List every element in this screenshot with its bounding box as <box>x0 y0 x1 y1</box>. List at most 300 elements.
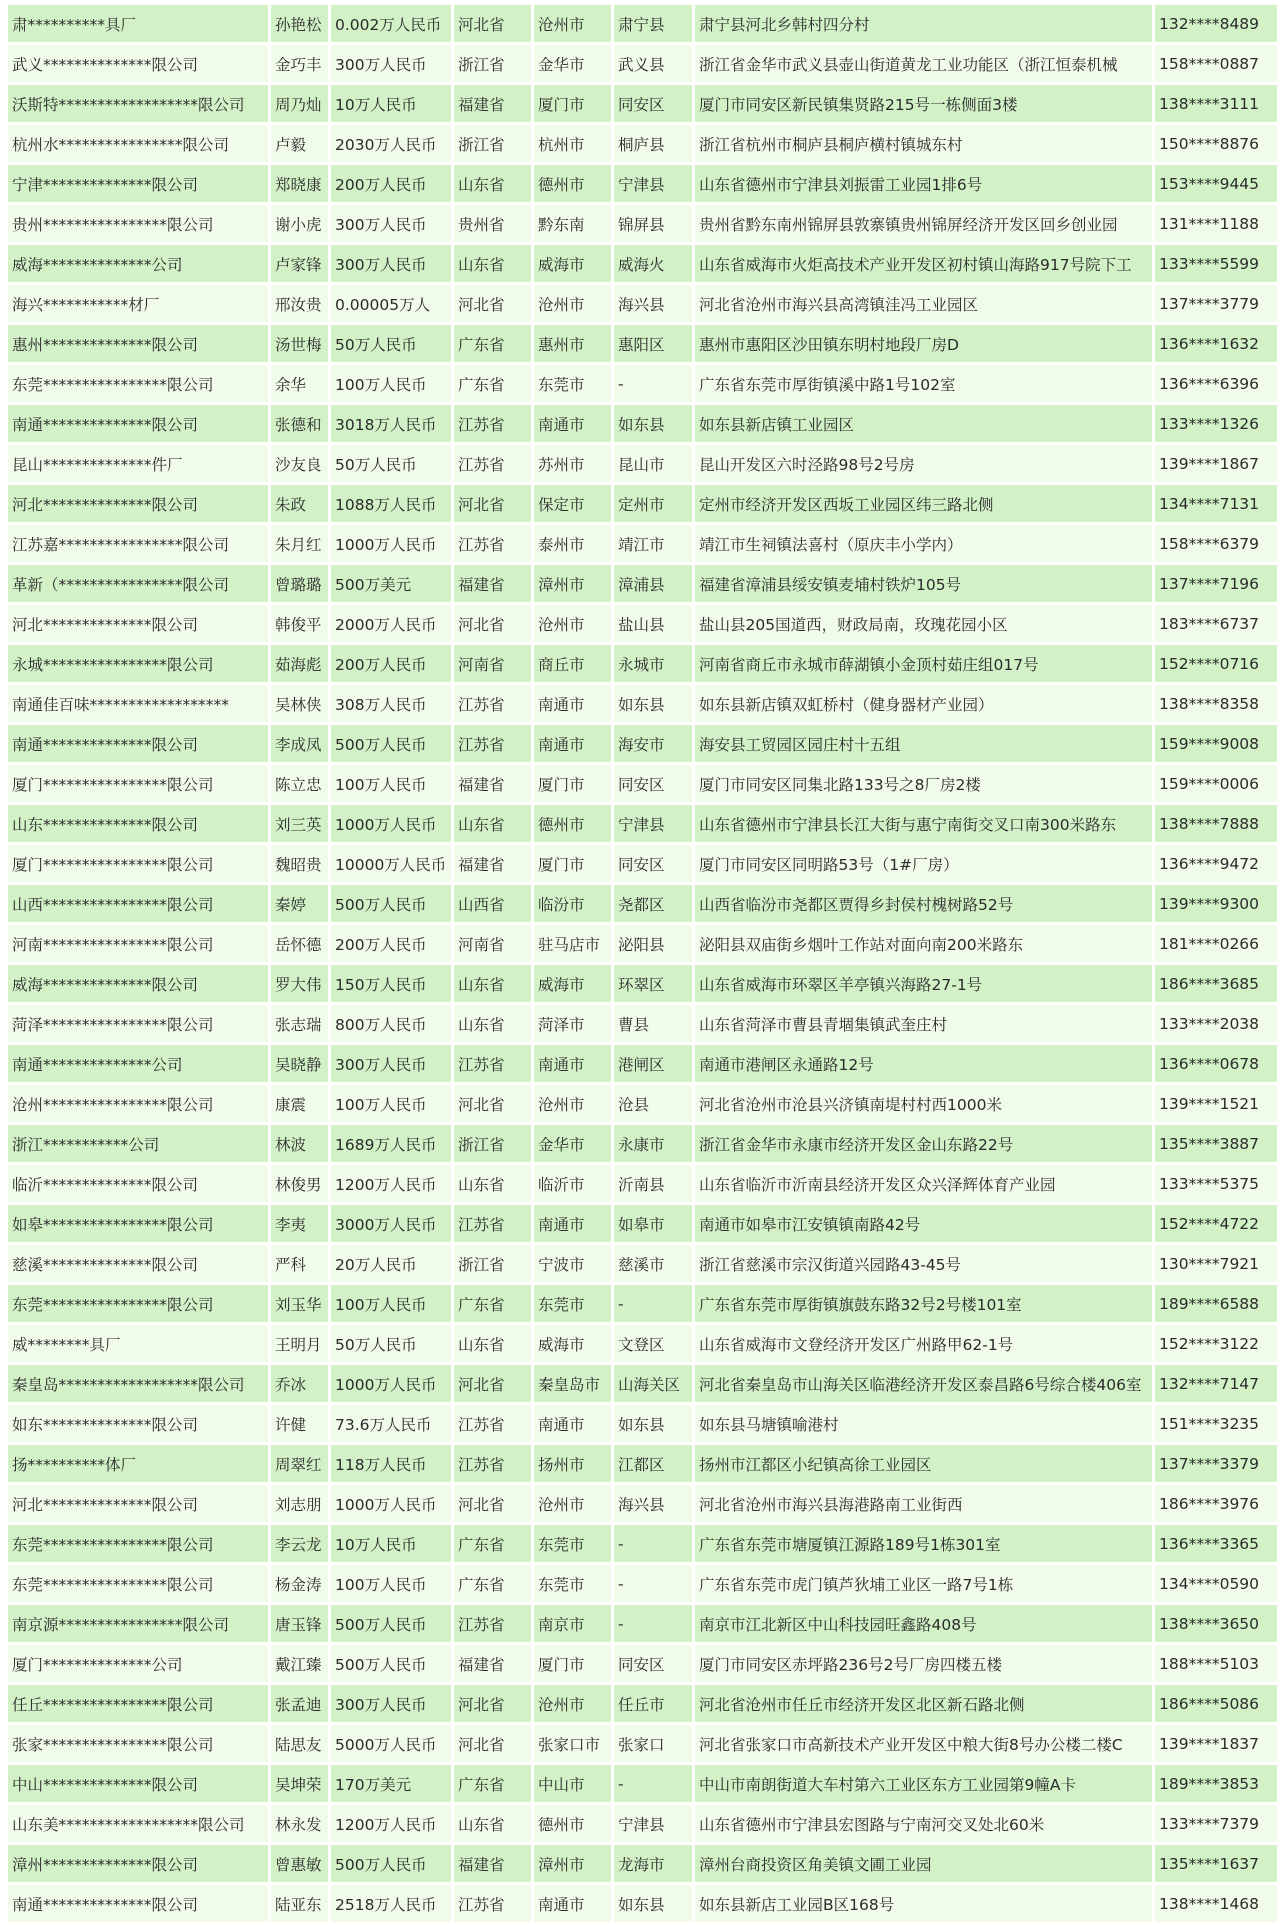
phone-cell: 133****2038 <box>1155 1005 1277 1042</box>
company-name-cell: 江苏嘉****************限公司 <box>8 525 268 562</box>
table-row <box>8 965 1277 1002</box>
contact-name-cell: 余华 <box>271 365 328 402</box>
province-cell: 浙江省 <box>454 1245 531 1282</box>
province-cell: 广东省 <box>454 1565 531 1602</box>
company-name-cell: 永城****************限公司 <box>8 645 268 682</box>
city-cell: 秦皇岛市 <box>534 1365 611 1402</box>
registered-capital-cell: 10000万人民币 <box>331 845 451 882</box>
city-cell: 东莞市 <box>534 1525 611 1562</box>
city-cell: 威海市 <box>534 1325 611 1362</box>
province-cell: 河北省 <box>454 1685 531 1722</box>
phone-cell: 186****3976 <box>1155 1485 1277 1522</box>
address-cell: 河北省沧州市海兴县海港路南工业街西 <box>695 1485 1152 1522</box>
city-cell: 黔东南 <box>534 205 611 242</box>
district-cell: 永城市 <box>614 645 692 682</box>
city-cell: 漳州市 <box>534 1845 611 1882</box>
table-row <box>8 1805 1277 1842</box>
company-name-cell: 海兴***********材厂 <box>8 285 268 322</box>
district-cell: 盐山县 <box>614 605 692 642</box>
district-cell: 永康市 <box>614 1125 692 1162</box>
address-cell: 浙江省慈溪市宗汉街道兴园路43-45号 <box>695 1245 1152 1282</box>
city-cell: 德州市 <box>534 165 611 202</box>
contact-name-cell: 邢汝贵 <box>271 285 328 322</box>
registered-capital-cell: 100万人民币 <box>331 365 451 402</box>
registered-capital-cell: 10万人民币 <box>331 1525 451 1562</box>
address-cell: 惠州市惠阳区沙田镇东明村地段厂房D <box>695 325 1152 362</box>
phone-cell: 136****6396 <box>1155 365 1277 402</box>
address-cell: 河南省商丘市永城市薛湖镇小金顶村茹庄组017号 <box>695 645 1152 682</box>
contact-name-cell: 汤世梅 <box>271 325 328 362</box>
table-row <box>8 1645 1277 1682</box>
district-cell: 同安区 <box>614 845 692 882</box>
contact-name-cell: 刘三英 <box>271 805 328 842</box>
contact-name-cell: 李云龙 <box>271 1525 328 1562</box>
registered-capital-cell: 50万人民币 <box>331 445 451 482</box>
district-cell: 靖江市 <box>614 525 692 562</box>
contact-name-cell: 金巧丰 <box>271 45 328 82</box>
district-cell: 同安区 <box>614 765 692 802</box>
phone-cell: 132****8489 <box>1155 5 1277 42</box>
registered-capital-cell: 300万人民币 <box>331 1045 451 1082</box>
district-cell: 如皋市 <box>614 1205 692 1242</box>
company-name-cell: 南通**************限公司 <box>8 725 268 762</box>
table-row <box>8 1245 1277 1282</box>
province-cell: 福建省 <box>454 565 531 602</box>
registered-capital-cell: 10万人民币 <box>331 85 451 122</box>
city-cell: 苏州市 <box>534 445 611 482</box>
company-name-cell: 肃**********具厂 <box>8 5 268 42</box>
contact-name-cell: 严科 <box>271 1245 328 1282</box>
company-name-cell: 漳州**************限公司 <box>8 1845 268 1882</box>
registered-capital-cell: 1689万人民币 <box>331 1125 451 1162</box>
contact-name-cell: 林波 <box>271 1125 328 1162</box>
address-cell: 厦门市同安区同明路53号（1#厂房） <box>695 845 1152 882</box>
address-cell: 如东县马塘镇喻港村 <box>695 1405 1152 1442</box>
address-cell: 南通市港闸区永通路12号 <box>695 1045 1152 1082</box>
district-cell: 定州市 <box>614 485 692 522</box>
province-cell: 河北省 <box>454 1365 531 1402</box>
company-name-cell: 革新（****************限公司 <box>8 565 268 602</box>
phone-cell: 130****7921 <box>1155 1245 1277 1282</box>
address-cell: 厦门市同安区新民镇集贤路215号一栋侧面3楼 <box>695 85 1152 122</box>
province-cell: 福建省 <box>454 845 531 882</box>
province-cell: 河北省 <box>454 485 531 522</box>
phone-cell: 135****1637 <box>1155 1845 1277 1882</box>
city-cell: 威海市 <box>534 965 611 1002</box>
contact-name-cell: 陈立忠 <box>271 765 328 802</box>
phone-cell: 183****6737 <box>1155 605 1277 642</box>
city-cell: 沧州市 <box>534 285 611 322</box>
address-cell: 浙江省金华市永康市经济开发区金山东路22号 <box>695 1125 1152 1162</box>
table-row <box>8 1605 1277 1642</box>
address-cell: 广东省东莞市塘厦镇江源路189号1栋301室 <box>695 1525 1152 1562</box>
district-cell: 慈溪市 <box>614 1245 692 1282</box>
company-name-cell: 山东**************限公司 <box>8 805 268 842</box>
district-cell: - <box>614 1525 692 1562</box>
district-cell: 沧县 <box>614 1085 692 1122</box>
company-name-cell: 山西****************限公司 <box>8 885 268 922</box>
province-cell: 江苏省 <box>454 725 531 762</box>
company-name-cell: 惠州**************限公司 <box>8 325 268 362</box>
district-cell: 曹县 <box>614 1005 692 1042</box>
table-row <box>8 245 1277 282</box>
phone-cell: 135****3887 <box>1155 1125 1277 1162</box>
contact-name-cell: 曾惠敏 <box>271 1845 328 1882</box>
registered-capital-cell: 50万人民币 <box>331 325 451 362</box>
address-cell: 如东县新店工业园B区168号 <box>695 1885 1152 1922</box>
registered-capital-cell: 300万人民币 <box>331 1685 451 1722</box>
district-cell: - <box>614 1765 692 1802</box>
phone-cell: 139****9300 <box>1155 885 1277 922</box>
contact-name-cell: 吴坤荣 <box>271 1765 328 1802</box>
table-row <box>8 805 1277 842</box>
table-body <box>8 5 1277 1922</box>
city-cell: 临汾市 <box>534 885 611 922</box>
address-cell: 泌阳县双庙街乡烟叶工作站对面向南200米路东 <box>695 925 1152 962</box>
table-row <box>8 565 1277 602</box>
company-name-cell: 河北**************限公司 <box>8 1485 268 1522</box>
registered-capital-cell: 1000万人民币 <box>331 1365 451 1402</box>
phone-cell: 189****3853 <box>1155 1765 1277 1802</box>
phone-cell: 133****5375 <box>1155 1165 1277 1202</box>
city-cell: 杭州市 <box>534 125 611 162</box>
company-name-cell: 厦门****************限公司 <box>8 765 268 802</box>
phone-cell: 153****9445 <box>1155 165 1277 202</box>
company-name-cell: 东莞****************限公司 <box>8 1285 268 1322</box>
contact-name-cell: 李夷 <box>271 1205 328 1242</box>
contact-name-cell: 秦婷 <box>271 885 328 922</box>
contact-name-cell: 罗大伟 <box>271 965 328 1002</box>
company-name-cell: 南通**************限公司 <box>8 405 268 442</box>
company-name-cell: 南通**************公司 <box>8 1045 268 1082</box>
district-cell: 港闸区 <box>614 1045 692 1082</box>
province-cell: 江苏省 <box>454 1045 531 1082</box>
table-row <box>8 685 1277 722</box>
company-name-cell: 威********具厂 <box>8 1325 268 1362</box>
address-cell: 河北省沧州市沧县兴济镇南堤村村西1000米 <box>695 1085 1152 1122</box>
city-cell: 德州市 <box>534 805 611 842</box>
district-cell: 文登区 <box>614 1325 692 1362</box>
contact-name-cell: 张孟迪 <box>271 1685 328 1722</box>
province-cell: 浙江省 <box>454 125 531 162</box>
table-row <box>8 45 1277 82</box>
district-cell: 任丘市 <box>614 1685 692 1722</box>
registered-capital-cell: 500万人民币 <box>331 1645 451 1682</box>
table-row <box>8 1125 1277 1162</box>
contact-name-cell: 魏昭贵 <box>271 845 328 882</box>
contact-name-cell: 林俊男 <box>271 1165 328 1202</box>
table-row <box>8 485 1277 522</box>
city-cell: 东莞市 <box>534 365 611 402</box>
contact-name-cell: 曾璐璐 <box>271 565 328 602</box>
registered-capital-cell: 0.002万人民币 <box>331 5 451 42</box>
registered-capital-cell: 2518万人民币 <box>331 1885 451 1922</box>
registered-capital-cell: 1200万人民币 <box>331 1805 451 1842</box>
phone-cell: 136****0678 <box>1155 1045 1277 1082</box>
district-cell: 环翠区 <box>614 965 692 1002</box>
city-cell: 南京市 <box>534 1605 611 1642</box>
address-cell: 漳州台商投资区角美镇文圃工业园 <box>695 1845 1152 1882</box>
district-cell: 尧都区 <box>614 885 692 922</box>
table-row <box>8 165 1277 202</box>
contact-name-cell: 谢小虎 <box>271 205 328 242</box>
table-row <box>8 285 1277 322</box>
district-cell: 海兴县 <box>614 285 692 322</box>
registered-capital-cell: 300万人民币 <box>331 205 451 242</box>
company-table <box>5 2 1280 1925</box>
contact-name-cell: 卢家锋 <box>271 245 328 282</box>
table-row <box>8 1725 1277 1762</box>
city-cell: 南通市 <box>534 1205 611 1242</box>
city-cell: 南通市 <box>534 405 611 442</box>
company-name-cell: 威海**************公司 <box>8 245 268 282</box>
district-cell: - <box>614 1285 692 1322</box>
city-cell: 驻马店市 <box>534 925 611 962</box>
address-cell: 山东省威海市文登经济开发区广州路甲62-1号 <box>695 1325 1152 1362</box>
registered-capital-cell: 150万人民币 <box>331 965 451 1002</box>
city-cell: 扬州市 <box>534 1445 611 1482</box>
address-cell: 河北省沧州市任丘市经济开发区北区新石路北侧 <box>695 1685 1152 1722</box>
district-cell: 桐庐县 <box>614 125 692 162</box>
province-cell: 江苏省 <box>454 525 531 562</box>
contact-name-cell: 茹海彪 <box>271 645 328 682</box>
province-cell: 山东省 <box>454 805 531 842</box>
table-row <box>8 885 1277 922</box>
phone-cell: 138****8358 <box>1155 685 1277 722</box>
company-name-cell: 河南****************限公司 <box>8 925 268 962</box>
company-name-cell: 河北**************限公司 <box>8 605 268 642</box>
company-name-cell: 扬**********体厂 <box>8 1445 268 1482</box>
province-cell: 河北省 <box>454 1725 531 1762</box>
province-cell: 江苏省 <box>454 1205 531 1242</box>
city-cell: 南通市 <box>534 1045 611 1082</box>
district-cell: 同安区 <box>614 85 692 122</box>
company-name-cell: 中山**************限公司 <box>8 1765 268 1802</box>
province-cell: 江苏省 <box>454 1405 531 1442</box>
registered-capital-cell: 1000万人民币 <box>331 525 451 562</box>
city-cell: 东莞市 <box>534 1565 611 1602</box>
address-cell: 南通市如皋市江安镇镇南路42号 <box>695 1205 1152 1242</box>
district-cell: 如东县 <box>614 685 692 722</box>
registered-capital-cell: 500万人民币 <box>331 885 451 922</box>
phone-cell: 138****3650 <box>1155 1605 1277 1642</box>
phone-cell: 136****3365 <box>1155 1525 1277 1562</box>
province-cell: 江苏省 <box>454 1885 531 1922</box>
table-row <box>8 1445 1277 1482</box>
company-name-cell: 南通**************限公司 <box>8 1885 268 1922</box>
company-name-cell: 威海**************限公司 <box>8 965 268 1002</box>
province-cell: 山西省 <box>454 885 531 922</box>
phone-cell: 138****7888 <box>1155 805 1277 842</box>
company-name-cell: 东莞****************限公司 <box>8 1525 268 1562</box>
contact-name-cell: 刘玉华 <box>271 1285 328 1322</box>
registered-capital-cell: 300万人民币 <box>331 45 451 82</box>
district-cell: 张家口 <box>614 1725 692 1762</box>
phone-cell: 158****6379 <box>1155 525 1277 562</box>
address-cell: 福建省漳浦县绥安镇麦埔村铁炉105号 <box>695 565 1152 602</box>
address-cell: 盐山县205国道西，财政局南，玫瑰花园小区 <box>695 605 1152 642</box>
province-cell: 河南省 <box>454 925 531 962</box>
contact-name-cell: 刘志朋 <box>271 1485 328 1522</box>
registered-capital-cell: 100万人民币 <box>331 765 451 802</box>
phone-cell: 133****7379 <box>1155 1805 1277 1842</box>
phone-cell: 186****3685 <box>1155 965 1277 1002</box>
table-row <box>8 1285 1277 1322</box>
province-cell: 河北省 <box>454 1485 531 1522</box>
phone-cell: 134****0590 <box>1155 1565 1277 1602</box>
province-cell: 浙江省 <box>454 45 531 82</box>
city-cell: 威海市 <box>534 245 611 282</box>
table-row <box>8 1405 1277 1442</box>
district-cell: 宁津县 <box>614 1805 692 1842</box>
table-row <box>8 1045 1277 1082</box>
company-name-cell: 厦门**************公司 <box>8 1645 268 1682</box>
province-cell: 山东省 <box>454 165 531 202</box>
province-cell: 广东省 <box>454 325 531 362</box>
table-row <box>8 1845 1277 1882</box>
address-cell: 如东县新店镇工业园区 <box>695 405 1152 442</box>
contact-name-cell: 康震 <box>271 1085 328 1122</box>
contact-name-cell: 孙艳松 <box>271 5 328 42</box>
district-cell: 宁津县 <box>614 805 692 842</box>
address-cell: 山东省威海市环翠区羊亭镇兴海路27-1号 <box>695 965 1152 1002</box>
address-cell: 浙江省金华市武义县壶山街道黄龙工业功能区（浙江恒泰机械 <box>695 45 1152 82</box>
contact-name-cell: 郑晓康 <box>271 165 328 202</box>
phone-cell: 152****3122 <box>1155 1325 1277 1362</box>
contact-name-cell: 李成凤 <box>271 725 328 762</box>
table-row <box>8 1685 1277 1722</box>
address-cell: 河北省秦皇岛市山海关区临港经济开发区泰昌路6号综合楼406室 <box>695 1365 1152 1402</box>
contact-name-cell: 沙友良 <box>271 445 328 482</box>
address-cell: 广东省东莞市厚街镇旗鼓东路32号2号楼101室 <box>695 1285 1152 1322</box>
company-name-cell: 河北**************限公司 <box>8 485 268 522</box>
city-cell: 金华市 <box>534 45 611 82</box>
phone-cell: 132****7147 <box>1155 1365 1277 1402</box>
district-cell: 海兴县 <box>614 1485 692 1522</box>
contact-name-cell: 吴晓静 <box>271 1045 328 1082</box>
city-cell: 南通市 <box>534 685 611 722</box>
district-cell: 山海关区 <box>614 1365 692 1402</box>
address-cell: 定州市经济开发区西坂工业园区纬三路北侧 <box>695 485 1152 522</box>
province-cell: 广东省 <box>454 1525 531 1562</box>
address-cell: 厦门市同安区同集北路133号之8厂房2楼 <box>695 765 1152 802</box>
registered-capital-cell: 800万人民币 <box>331 1005 451 1042</box>
address-cell: 扬州市江都区小纪镇高徐工业园区 <box>695 1445 1152 1482</box>
address-cell: 广东省东莞市厚街镇溪中路1号102室 <box>695 365 1152 402</box>
phone-cell: 159****9008 <box>1155 725 1277 762</box>
district-cell: 江都区 <box>614 1445 692 1482</box>
city-cell: 张家口市 <box>534 1725 611 1762</box>
city-cell: 临沂市 <box>534 1165 611 1202</box>
contact-name-cell: 杨金涛 <box>271 1565 328 1602</box>
address-cell: 山西省临汾市尧都区贾得乡封侯村槐树路52号 <box>695 885 1152 922</box>
registered-capital-cell: 300万人民币 <box>331 245 451 282</box>
table-row <box>8 205 1277 242</box>
contact-name-cell: 周翠红 <box>271 1445 328 1482</box>
company-name-cell: 慈溪**************限公司 <box>8 1245 268 1282</box>
company-name-cell: 宁津**************限公司 <box>8 165 268 202</box>
company-name-cell: 如东**************限公司 <box>8 1405 268 1442</box>
district-cell: 昆山市 <box>614 445 692 482</box>
table-row <box>8 1765 1277 1802</box>
table-row <box>8 445 1277 482</box>
registered-capital-cell: 500万人民币 <box>331 1845 451 1882</box>
district-cell: 龙海市 <box>614 1845 692 1882</box>
table-row <box>8 925 1277 962</box>
province-cell: 福建省 <box>454 85 531 122</box>
city-cell: 沧州市 <box>534 5 611 42</box>
district-cell: 惠阳区 <box>614 325 692 362</box>
city-cell: 宁波市 <box>534 1245 611 1282</box>
province-cell: 河北省 <box>454 5 531 42</box>
phone-cell: 137****3779 <box>1155 285 1277 322</box>
province-cell: 山东省 <box>454 1805 531 1842</box>
address-cell: 山东省威海市火炬高技术产业开发区初村镇山海路917号院下工 <box>695 245 1152 282</box>
registered-capital-cell: 500万美元 <box>331 565 451 602</box>
city-cell: 南通市 <box>534 725 611 762</box>
address-cell: 山东省菏泽市曹县青堌集镇武奎庄村 <box>695 1005 1152 1042</box>
registered-capital-cell: 200万人民币 <box>331 165 451 202</box>
registered-capital-cell: 100万人民币 <box>331 1085 451 1122</box>
district-cell: 如东县 <box>614 1885 692 1922</box>
company-name-cell: 沧州****************限公司 <box>8 1085 268 1122</box>
province-cell: 浙江省 <box>454 1125 531 1162</box>
phone-cell: 159****0006 <box>1155 765 1277 802</box>
phone-cell: 189****6588 <box>1155 1285 1277 1322</box>
city-cell: 菏泽市 <box>534 1005 611 1042</box>
phone-cell: 133****1326 <box>1155 405 1277 442</box>
address-cell: 海安县工贸园区园庄村十五组 <box>695 725 1152 762</box>
table-row <box>8 1205 1277 1242</box>
district-cell: 武义县 <box>614 45 692 82</box>
contact-name-cell: 张德和 <box>271 405 328 442</box>
district-cell: 沂南县 <box>614 1165 692 1202</box>
district-cell: 肃宁县 <box>614 5 692 42</box>
table-row <box>8 525 1277 562</box>
province-cell: 广东省 <box>454 365 531 402</box>
registered-capital-cell: 73.6万人民币 <box>331 1405 451 1442</box>
contact-name-cell: 陆思友 <box>271 1725 328 1762</box>
city-cell: 泰州市 <box>534 525 611 562</box>
contact-name-cell: 唐玉锋 <box>271 1605 328 1642</box>
table-row <box>8 1885 1277 1922</box>
district-cell: - <box>614 1605 692 1642</box>
address-cell: 贵州省黔东南州锦屏县敦寨镇贵州锦屏经济开发区回乡创业园 <box>695 205 1152 242</box>
phone-cell: 139****1521 <box>1155 1085 1277 1122</box>
province-cell: 江苏省 <box>454 405 531 442</box>
city-cell: 沧州市 <box>534 1685 611 1722</box>
address-cell: 山东省德州市宁津县长江大街与惠宁南街交叉口南300米路东 <box>695 805 1152 842</box>
table-row <box>8 845 1277 882</box>
phone-cell: 131****1188 <box>1155 205 1277 242</box>
registered-capital-cell: 2000万人民币 <box>331 605 451 642</box>
province-cell: 福建省 <box>454 765 531 802</box>
district-cell: 漳浦县 <box>614 565 692 602</box>
company-name-cell: 杭州水****************限公司 <box>8 125 268 162</box>
phone-cell: 133****5599 <box>1155 245 1277 282</box>
district-cell: 如东县 <box>614 1405 692 1442</box>
city-cell: 厦门市 <box>534 1645 611 1682</box>
table-row <box>8 405 1277 442</box>
contact-name-cell: 乔冰 <box>271 1365 328 1402</box>
province-cell: 山东省 <box>454 1325 531 1362</box>
company-name-cell: 张家****************限公司 <box>8 1725 268 1762</box>
contact-name-cell: 林永发 <box>271 1805 328 1842</box>
province-cell: 江苏省 <box>454 685 531 722</box>
phone-cell: 137****7196 <box>1155 565 1277 602</box>
contact-name-cell: 朱政 <box>271 485 328 522</box>
phone-cell: 138****1468 <box>1155 1885 1277 1922</box>
